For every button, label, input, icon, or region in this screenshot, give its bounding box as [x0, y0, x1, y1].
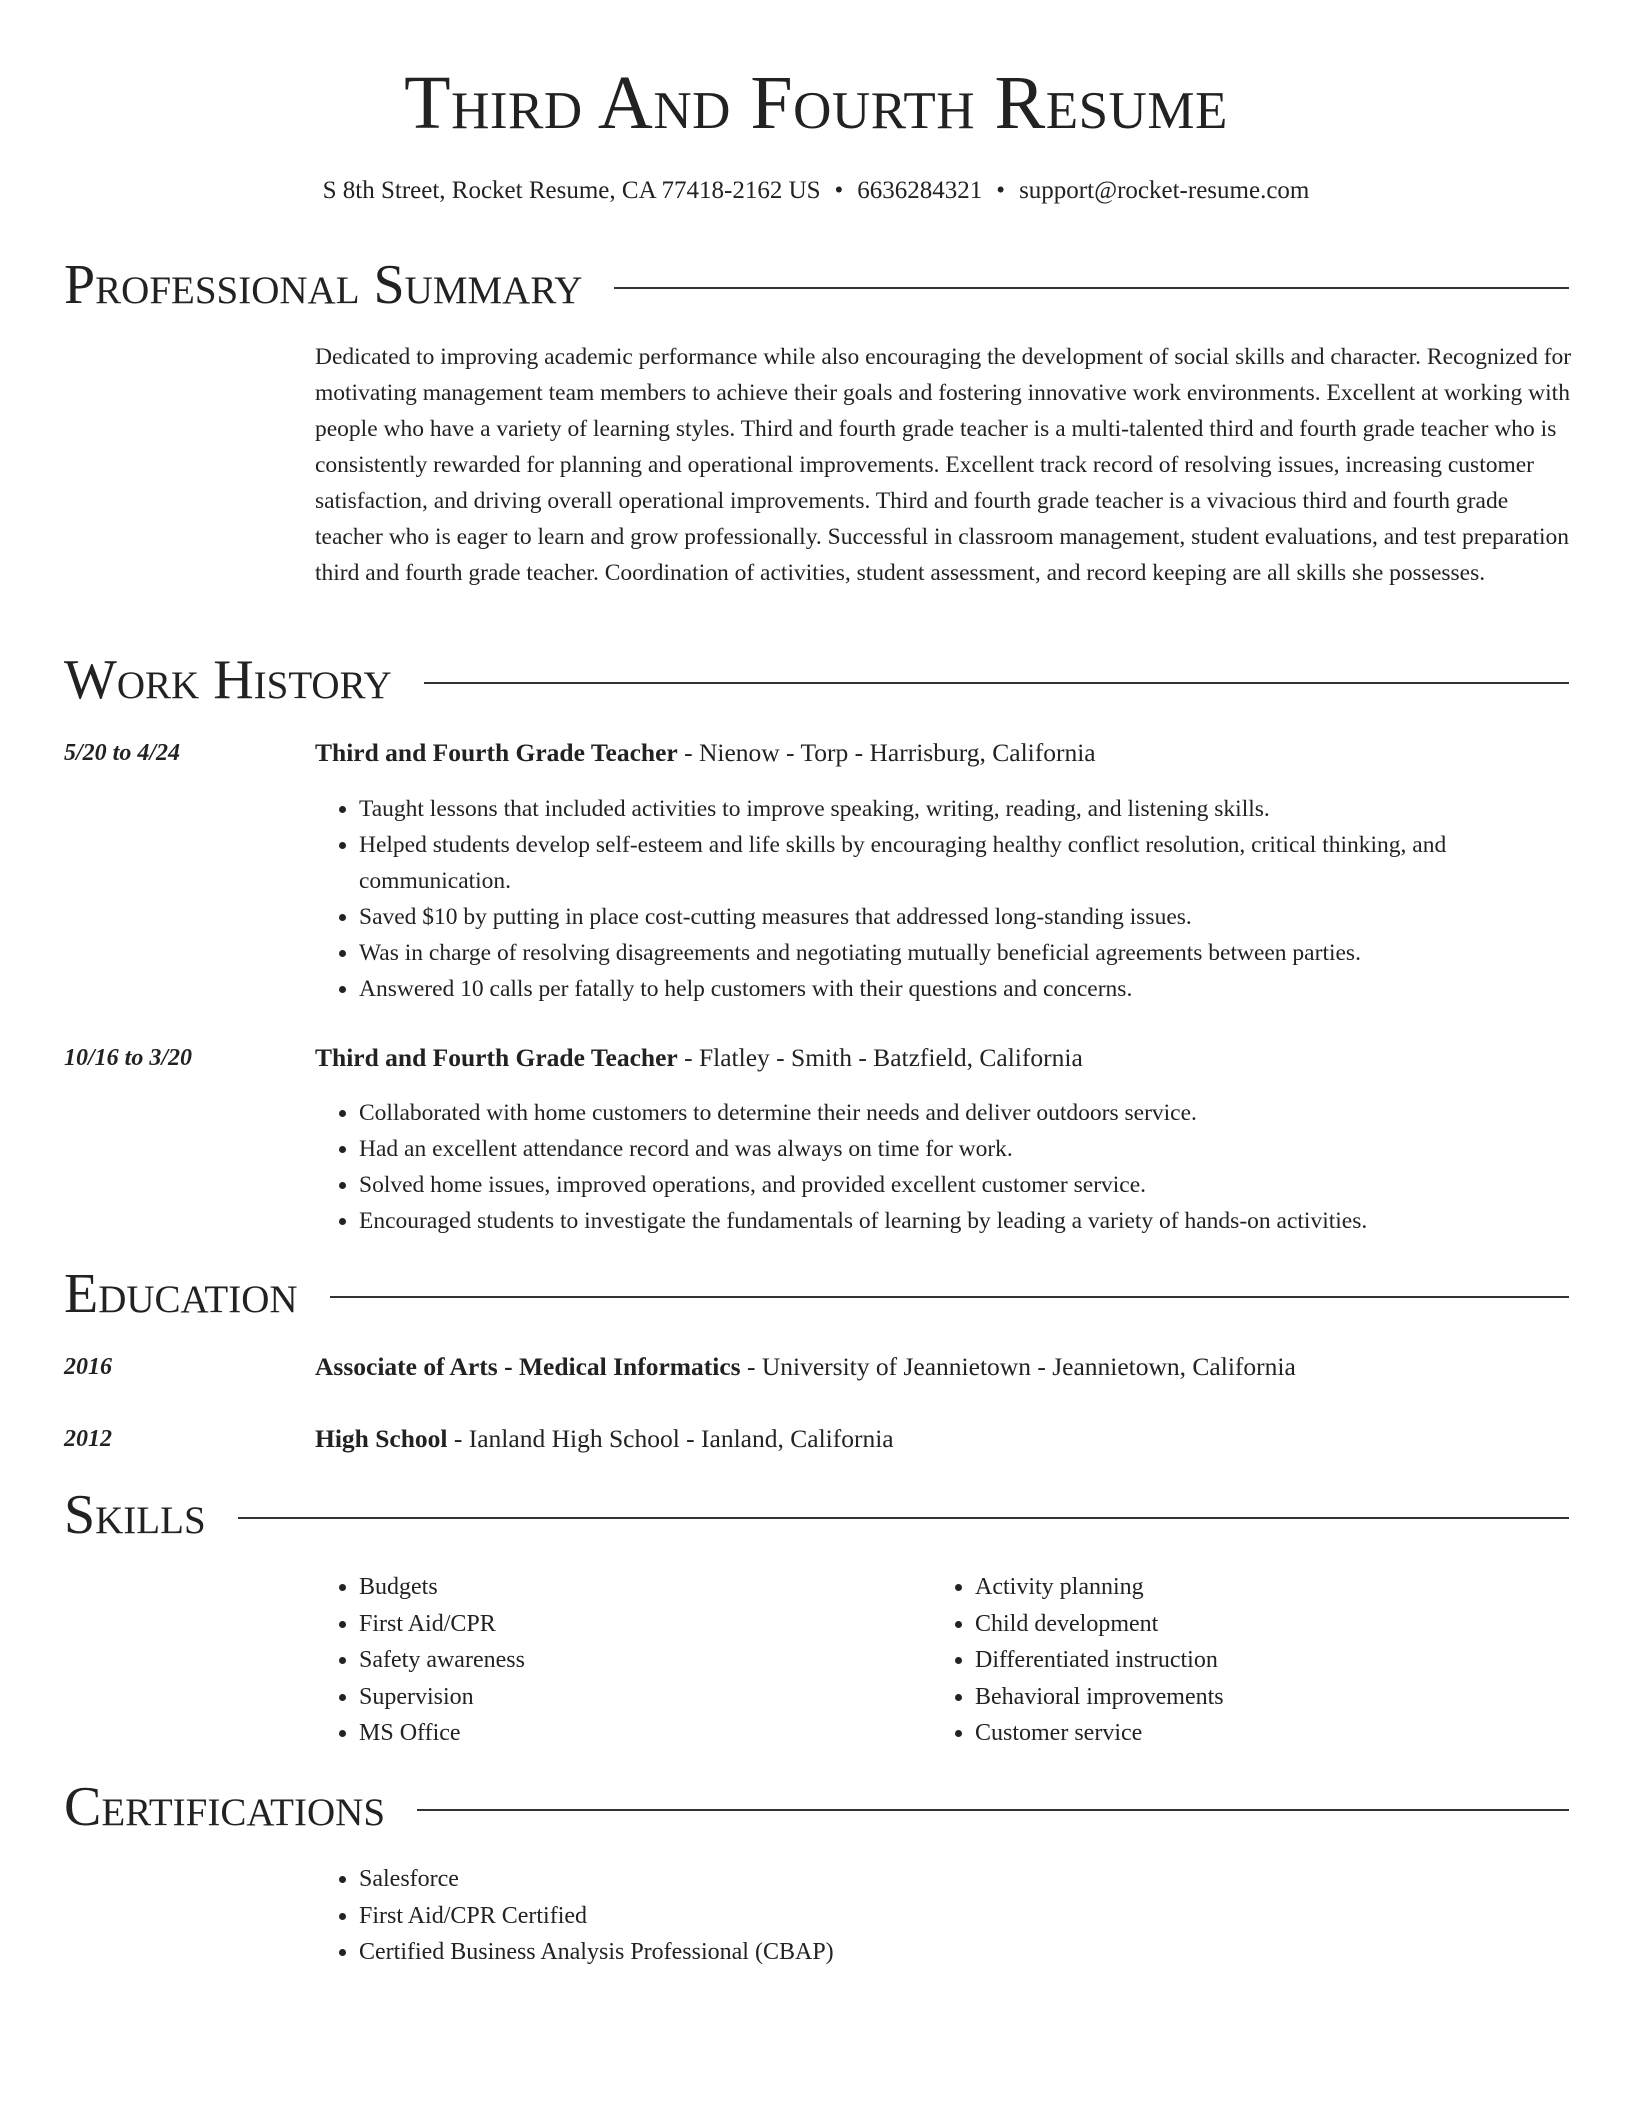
job-bullet: • Taught lessons that included activities to improve speaking, writing, reading, and listening skills.: [359, 791, 1573, 827]
education-degree: Associate of Arts - Medical Informatics: [315, 1352, 741, 1381]
summary-section-heading: [64, 253, 1569, 317]
job-bullet: • Solved home issues, improved operations, and provided excellent customer service.: [359, 1167, 1573, 1203]
certification-item: • Certified Business Analysis Professional (CBAP): [359, 1934, 1573, 1971]
skill-item: • Differentiated instruction: [975, 1642, 1551, 1679]
section-divider: [238, 1517, 1569, 1519]
certifications-list: [315, 1861, 1573, 1971]
summary-heading: Professional Summary: [64, 254, 583, 316]
certification-item: • First Aid/CPR Certified: [359, 1898, 1573, 1935]
skill-item: • Behavioral improvements: [975, 1679, 1551, 1716]
education-year: 2012: [64, 1426, 112, 1452]
job-dates: 5/20 to 4/24: [64, 740, 181, 766]
job-bullet: • Was in charge of resolving disagreements and negotiating mutually beneficial agreements between parties.: [359, 935, 1573, 971]
job-bullet: • Saved $10 by putting in place cost-cutting measures that addressed long-standing issues.: [359, 899, 1573, 935]
section-divider: [614, 287, 1569, 289]
education-heading: Education: [64, 1263, 298, 1325]
work-section-heading: [64, 648, 1569, 712]
education-year: 2016: [64, 1354, 112, 1380]
education-degree: High School: [315, 1424, 448, 1453]
skill-item: • Customer service: [975, 1715, 1551, 1752]
contact-email: support@rocket-resume.com: [1019, 177, 1310, 204]
education-entry: [315, 1351, 1573, 1383]
contact-separator: •: [834, 177, 844, 204]
skills-heading: Skills: [64, 1484, 206, 1546]
contact-separator: •: [996, 177, 1006, 204]
certification-item: • Salesforce: [359, 1861, 1573, 1898]
education-entry: [315, 1423, 1573, 1455]
skills-list-right: [931, 1569, 1551, 1752]
work-heading: Work History: [64, 649, 392, 711]
job-title: Third and Fourth Grade Teacher: [315, 1043, 678, 1072]
section-divider: [417, 1809, 1569, 1811]
skills-list-left: [315, 1569, 915, 1752]
summary-text: Dedicated to improving academic performance while also encouraging the development of social skills and character. Recognized for motivating management team members to achieve their goals and fostering innovative work environments. Excellent at working with people who have a variety of learning styles. Third and fourth grade teacher is a multi-talented third and fourth grade teacher who is consistently rewarded for planning and operational improvements. Excellent track record of resolving issues, increasing customer satisfaction, and driving overall operational improvements. Third and fourth grade teacher is a vivacious third and fourth grade teacher who is eager to learn and grow professionally. Successful in classroom management, student evaluations, and test preparation third and fourth grade teacher. Coordination of activities, student assessment, and record keeping are all skills she possesses.: [315, 344, 1572, 586]
contact-phone: 6636284321: [857, 177, 983, 204]
contact-line: [0, 175, 1632, 207]
skill-item: • First Aid/CPR: [359, 1606, 915, 1643]
skill-item: • Safety awareness: [359, 1642, 915, 1679]
job-title: Third and Fourth Grade Teacher: [315, 738, 678, 767]
job-details: - Nienow - Torp - Harrisburg, California: [677, 738, 1096, 767]
job-bullet: • Had an excellent attendance record and was always on time for work.: [359, 1131, 1573, 1167]
job-bullet: • Helped students develop self-esteem and life skills by encouraging healthy conflict resolution, critical thinking, and communication.: [359, 827, 1573, 899]
job-bullets: [315, 791, 1573, 1007]
job-dates: 10/16 to 3/20: [64, 1045, 193, 1071]
job-bullet: • Collaborated with home customers to determine their needs and deliver outdoors service.: [359, 1095, 1573, 1131]
resume-name: Third And Fourth Resume: [404, 61, 1228, 145]
skill-item: • Activity planning: [975, 1569, 1551, 1606]
skill-item: • MS Office: [359, 1715, 915, 1752]
section-divider: [330, 1296, 1569, 1298]
job-bullet: • Answered 10 calls per fatally to help customers with their questions and concerns.: [359, 971, 1573, 1007]
education-details: - University of Jeannietown - Jeannietown, California: [740, 1352, 1296, 1381]
skill-item: • Child development: [975, 1606, 1551, 1643]
contact-address: S 8th Street, Rocket Resume, CA 77418-2162 US: [322, 177, 821, 204]
job-header: [315, 1042, 1573, 1074]
education-section-heading: [64, 1262, 1569, 1326]
job-bullet: • Encouraged students to investigate the fundamentals of learning by leading a variety of hands-on activities.: [359, 1203, 1573, 1239]
job-bullets: [315, 1095, 1573, 1239]
job-header: [315, 737, 1573, 769]
job-details: - Flatley - Smith - Batzfield, California: [677, 1043, 1083, 1072]
skills-section-heading: [64, 1483, 1569, 1547]
education-details: - Ianland High School - Ianland, California: [447, 1424, 894, 1453]
skill-item: • Supervision: [359, 1679, 915, 1716]
certifications-heading: Certifications: [64, 1776, 386, 1838]
section-divider: [424, 682, 1569, 684]
skill-item: • Budgets: [359, 1569, 915, 1606]
certifications-section-heading: [64, 1775, 1569, 1839]
